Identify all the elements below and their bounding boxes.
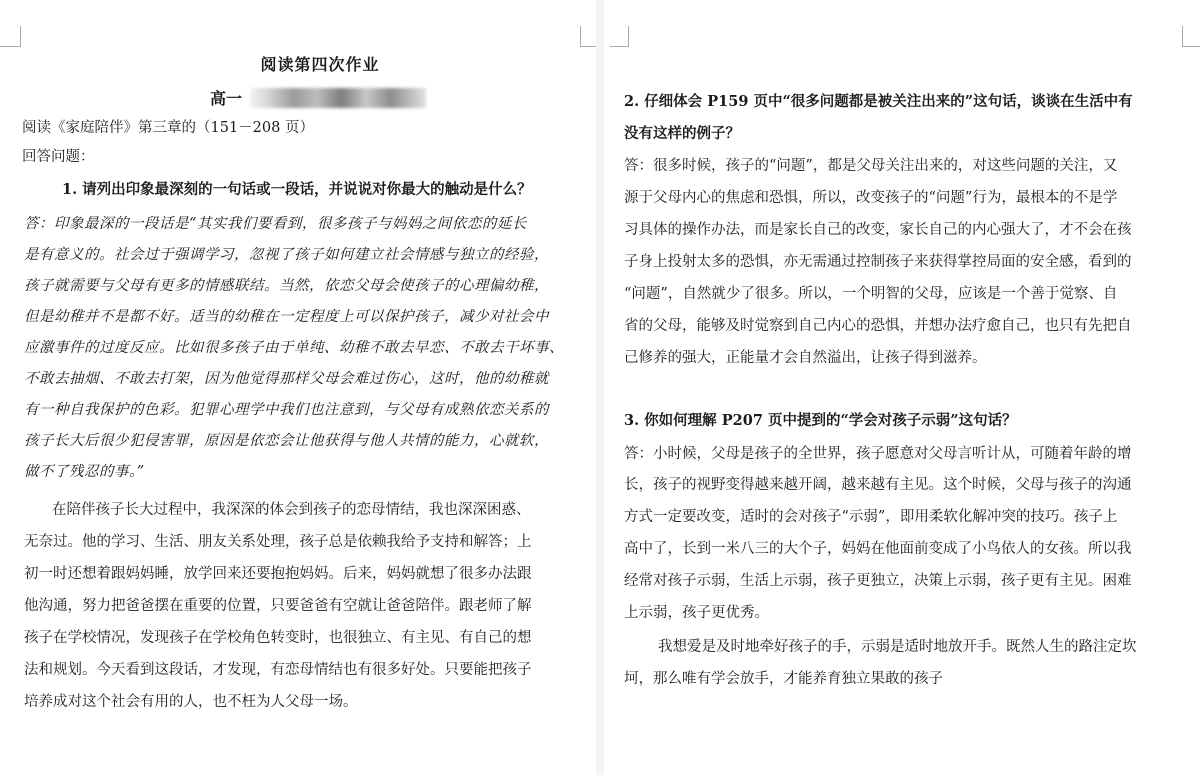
answer-2-line: 子身上投射太多的恐惧，亦无需通过控制孩子来获得掌控局面的安全感，看到的 bbox=[624, 254, 1132, 270]
answer-1-line: 有一种自我保护的色彩。犯罪心理学中我们也注意到，与父母有成熟依恋关系的 bbox=[24, 402, 549, 418]
closing-line: 坷，那么唯有学会放手，才能养育独立果敢的孩子 bbox=[624, 671, 943, 687]
right-page bbox=[604, 0, 1200, 775]
answer-3-line: 答：小时候，父母是孩子的全世界，孩子愿意对父母言听计从，可随着年龄的增 bbox=[624, 446, 1132, 462]
left-page bbox=[0, 0, 596, 775]
grade-label: 高一 bbox=[210, 89, 243, 108]
closing-line: 我想爱是及时地牵好孩子的手，示弱是适时地放开手。既然人生的路注定坎 bbox=[658, 639, 1137, 655]
answer-1-line: 应激事件的过度反应。比如很多孩子由于单纯、幼稚不敢去早恋、不敢去干坏事、 bbox=[24, 340, 564, 356]
answer-3-line: 方式一定要改变，适时的会对孩子“示弱”，即用柔软化解冲突的技巧。孩子上 bbox=[624, 509, 1118, 525]
document-subtitle bbox=[210, 86, 426, 109]
answer-2-line: 答：很多时候，孩子的“问题”，都是父母关注出来的，对这些问题的关注，又 bbox=[624, 158, 1118, 174]
reflection-1-line: 法和规划。今天看到这段话，才发现，有恋母情结也有很多好处。只要能把孩子 bbox=[24, 662, 532, 678]
answer-3-line: 上示弱，孩子更优秀。 bbox=[624, 605, 769, 621]
answer-2-line: 源于父母内心的焦虑和恐惧，所以，改变孩子的“问题”行为，最根本的不是学 bbox=[624, 190, 1118, 206]
reading-range: 阅读《家庭陪伴》第三章的（151－208 页） bbox=[22, 120, 314, 136]
answer-heading: 回答问题： bbox=[22, 149, 95, 165]
question-2-line: 没有这样的例子？ bbox=[624, 125, 740, 142]
reflection-1-line: 无奈过。他的学习、生活、朋友关系处理，孩子总是依赖我给予支持和解答；上 bbox=[24, 534, 532, 550]
reflection-1-line: 初一时还想着跟妈妈睡，放学回来还要抱抱妈妈。后来，妈妈就想了很多办法跟 bbox=[24, 566, 532, 582]
question-2-line: 2. 仔细体会 P159 页中“很多问题都是被关注出来的”这句话，谈谈在生活中有 bbox=[624, 93, 1133, 110]
answer-1-line: 做不了残忍的事。” bbox=[24, 464, 145, 480]
document-title: 阅读第四次作业 bbox=[260, 55, 380, 74]
answer-3-line: 高中了，长到一米八三的大个子，妈妈在他面前变成了小鸟依人的女孩。所以我 bbox=[624, 541, 1132, 557]
page-corner-mark bbox=[1182, 26, 1200, 47]
page-corner-mark bbox=[580, 26, 596, 47]
answer-3-line: 长，孩子的视野变得越来越开阔，越来越有主见。这个时候，父母与孩子的沟通 bbox=[624, 477, 1132, 493]
question-1: 1. 请列出印象最深刻的一句话或一段话，并说说对你最大的触动是什么？ bbox=[62, 181, 532, 198]
reflection-1-line: 他沟通，努力把爸爸摆在重要的位置，只要爸爸有空就让爸爸陪伴。跟老师了解 bbox=[24, 598, 532, 614]
answer-1-line: 但是幼稚并不是都不好。适当的幼稚在一定程度上可以保护孩子，减少对社会中 bbox=[24, 309, 549, 325]
reflection-1-line: 在陪伴孩子长大过程中，我深深的体会到孩子的恋母情结，我也深深困惑、 bbox=[52, 502, 531, 518]
answer-1-line: 答：印象最深的一段话是“其实我们要看到，很多孩子与妈妈之间依恋的延长 bbox=[24, 216, 527, 232]
answer-3-line: 经常对孩子示弱，生活上示弱，孩子更独立，决策上示弱，孩子更有主见。困难 bbox=[624, 573, 1132, 589]
answer-1-line: 孩子就需要与父母有更多的情感联结。当然，依恋父母会使孩子的心理偏幼稚， bbox=[24, 278, 549, 294]
reflection-1-line: 培养成对这个社会有用的人，也不枉为人父母一场。 bbox=[24, 694, 358, 710]
answer-2-line: 习具体的操作办法，而是家长自己的改变，家长自己的内心强大了，才不会在孩 bbox=[624, 222, 1132, 238]
page-corner-mark bbox=[0, 26, 21, 47]
answer-2-line: 己修养的强大，正能量才会自然溢出，让孩子得到滋养。 bbox=[624, 350, 987, 366]
answer-1-line: 孩子长大后很少犯侵害罪，原因是依恋会让他获得与他人共情的能力，心就软， bbox=[24, 433, 549, 449]
answer-2-line: “问题”，自然就少了很多。所以，一个明智的父母，应该是一个善于觉察、自 bbox=[624, 286, 1118, 302]
answer-2-line: 省的父母，能够及时觉察到自己内心的恐惧，并想办法疗愈自己，也只有先把自 bbox=[624, 318, 1132, 334]
page-gutter bbox=[596, 0, 604, 775]
page-corner-mark bbox=[610, 26, 629, 47]
redacted-name bbox=[250, 88, 426, 108]
answer-1-line: 是有意义的。社会过于强调学习，忽视了孩子如何建立社会情感与独立的经验， bbox=[24, 247, 549, 263]
answer-1-line: 不敢去抽烟、不敢去打架，因为他觉得那样父母会难过伤心，这时，他的幼稚就 bbox=[24, 371, 549, 387]
question-3: 3. 你如何理解 P207 页中提到的“学会对孩子示弱”这句话？ bbox=[624, 412, 1017, 429]
reflection-1-line: 孩子在学校情况，发现孩子在学校角色转变时，也很独立、有主见、有自己的想 bbox=[24, 630, 532, 646]
